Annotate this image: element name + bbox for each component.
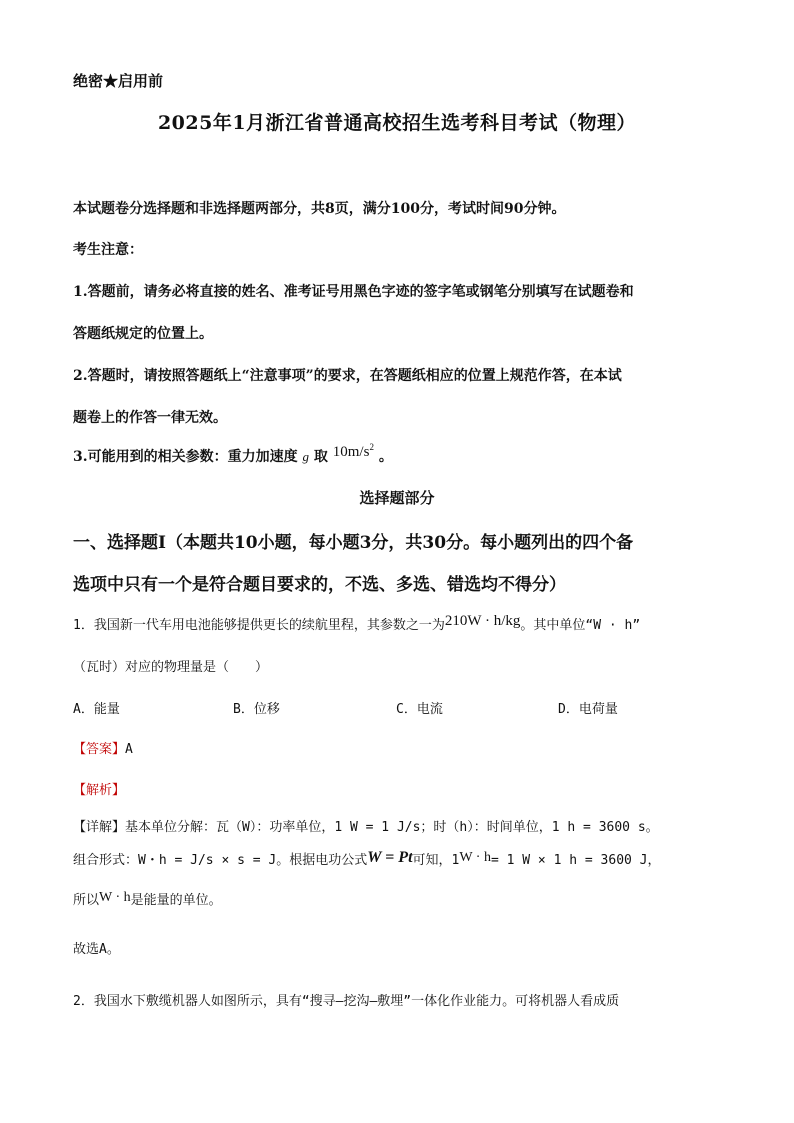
intro-summary: 本试题卷分选择题和非选择题两部分，共8页，满分100分，考试时间90分钟。 [73, 201, 566, 217]
q1-option-a[interactable]: A．能量 [73, 702, 120, 717]
power-formula: W = Pt [367, 849, 413, 866]
section-heading-line-2: 选项中只有一个是符合题目要求的，不选、多选、错选均不得分） [73, 575, 566, 595]
q1-stem-unit: 210W · h/kg [444, 613, 521, 629]
detail-2-mid: 可知，1 [412, 853, 460, 868]
part-title: 选择题部分 [359, 489, 435, 507]
q1-detail-line-1: 【详解】基本单位分解：瓦（W）：功率单位，1 W = 1 J/s；时（h）：时间单位，1 h = 3600 s。 [73, 820, 659, 835]
detail-2-unit: W · h [459, 850, 491, 865]
q1-option-c[interactable]: C．电流 [396, 702, 443, 717]
answer-label: 【答案】 [73, 742, 126, 757]
confidential-label: 绝密★启用前 [73, 72, 164, 90]
gravity-unit [333, 444, 374, 460]
detail-3-suffix: 是能量的单位。 [130, 893, 222, 908]
q1-stem-suffix: 。其中单位“W · h” [520, 618, 641, 633]
q1-option-b[interactable]: B．位移 [233, 702, 280, 717]
q1-options [73, 698, 723, 718]
answer-value: A [125, 742, 133, 757]
detail-2-prefix: 组合形式：W・h = J/s × s = J。根据电功公式 [73, 853, 368, 868]
detail-3-unit: W · h [99, 890, 131, 905]
q2-stem-line-1: 2．我国水下敷缆机器人如图所示，具有“搜寻—挖沟—敷埋”一体化作业能力。可将机器人看成质 [73, 994, 620, 1009]
note-3-prefix: 3.可能用到的相关参数：重力加速度 [73, 449, 298, 465]
q1-detail-line-2 [73, 849, 661, 869]
detail-2-suffix: = 1 W × 1 h = 3600 J， [490, 853, 661, 868]
exam-title: 2025年1月浙江省普通高校招生选考科目考试（物理） [157, 112, 637, 134]
q1-stem-prefix: 1．我国新一代车用电池能够提供更长的续航里程，其参数之一为 [73, 618, 445, 633]
note-3-mid: 取 [313, 449, 328, 465]
q1-option-d[interactable]: D．电荷量 [558, 702, 618, 717]
gravity-symbol: g [302, 449, 309, 464]
note-1-line-2: 答题纸规定的位置上。 [73, 326, 213, 342]
gravity-unit-base: 10m/s [332, 444, 370, 460]
note-3-end: 。 [378, 449, 393, 465]
gravity-unit-exponent: 2 [369, 442, 374, 452]
analysis-label: 【解析】 [73, 783, 126, 798]
note-1-line-1: 1.答题前，请务必将直接的姓名、准考证号用黑色字迹的签字笔或钢笔分别填写在试题卷和 [73, 284, 634, 300]
notice-title: 考生注意： [73, 242, 143, 258]
q1-stem-line-2: （瓦时）对应的物理量是（ ） [73, 660, 269, 675]
note-3 [73, 442, 393, 466]
q1-detail-line-3 [73, 889, 222, 909]
q1-answer [73, 738, 133, 757]
section-heading-line-1: 一、选择题Ⅰ（本题共10小题，每小题3分，共30分。每小题列出的四个备 [73, 533, 634, 553]
note-2-line-2: 题卷上的作答一律无效。 [73, 410, 227, 426]
detail-3-prefix: 所以 [73, 893, 100, 908]
q1-conclusion: 故选A。 [73, 942, 120, 957]
q1-stem-line-1 [73, 614, 640, 634]
note-2-line-1: 2.答题时，请按照答题纸上“注意事项”的要求，在答题纸相应的位置上规范作答，在本试 [73, 368, 622, 384]
